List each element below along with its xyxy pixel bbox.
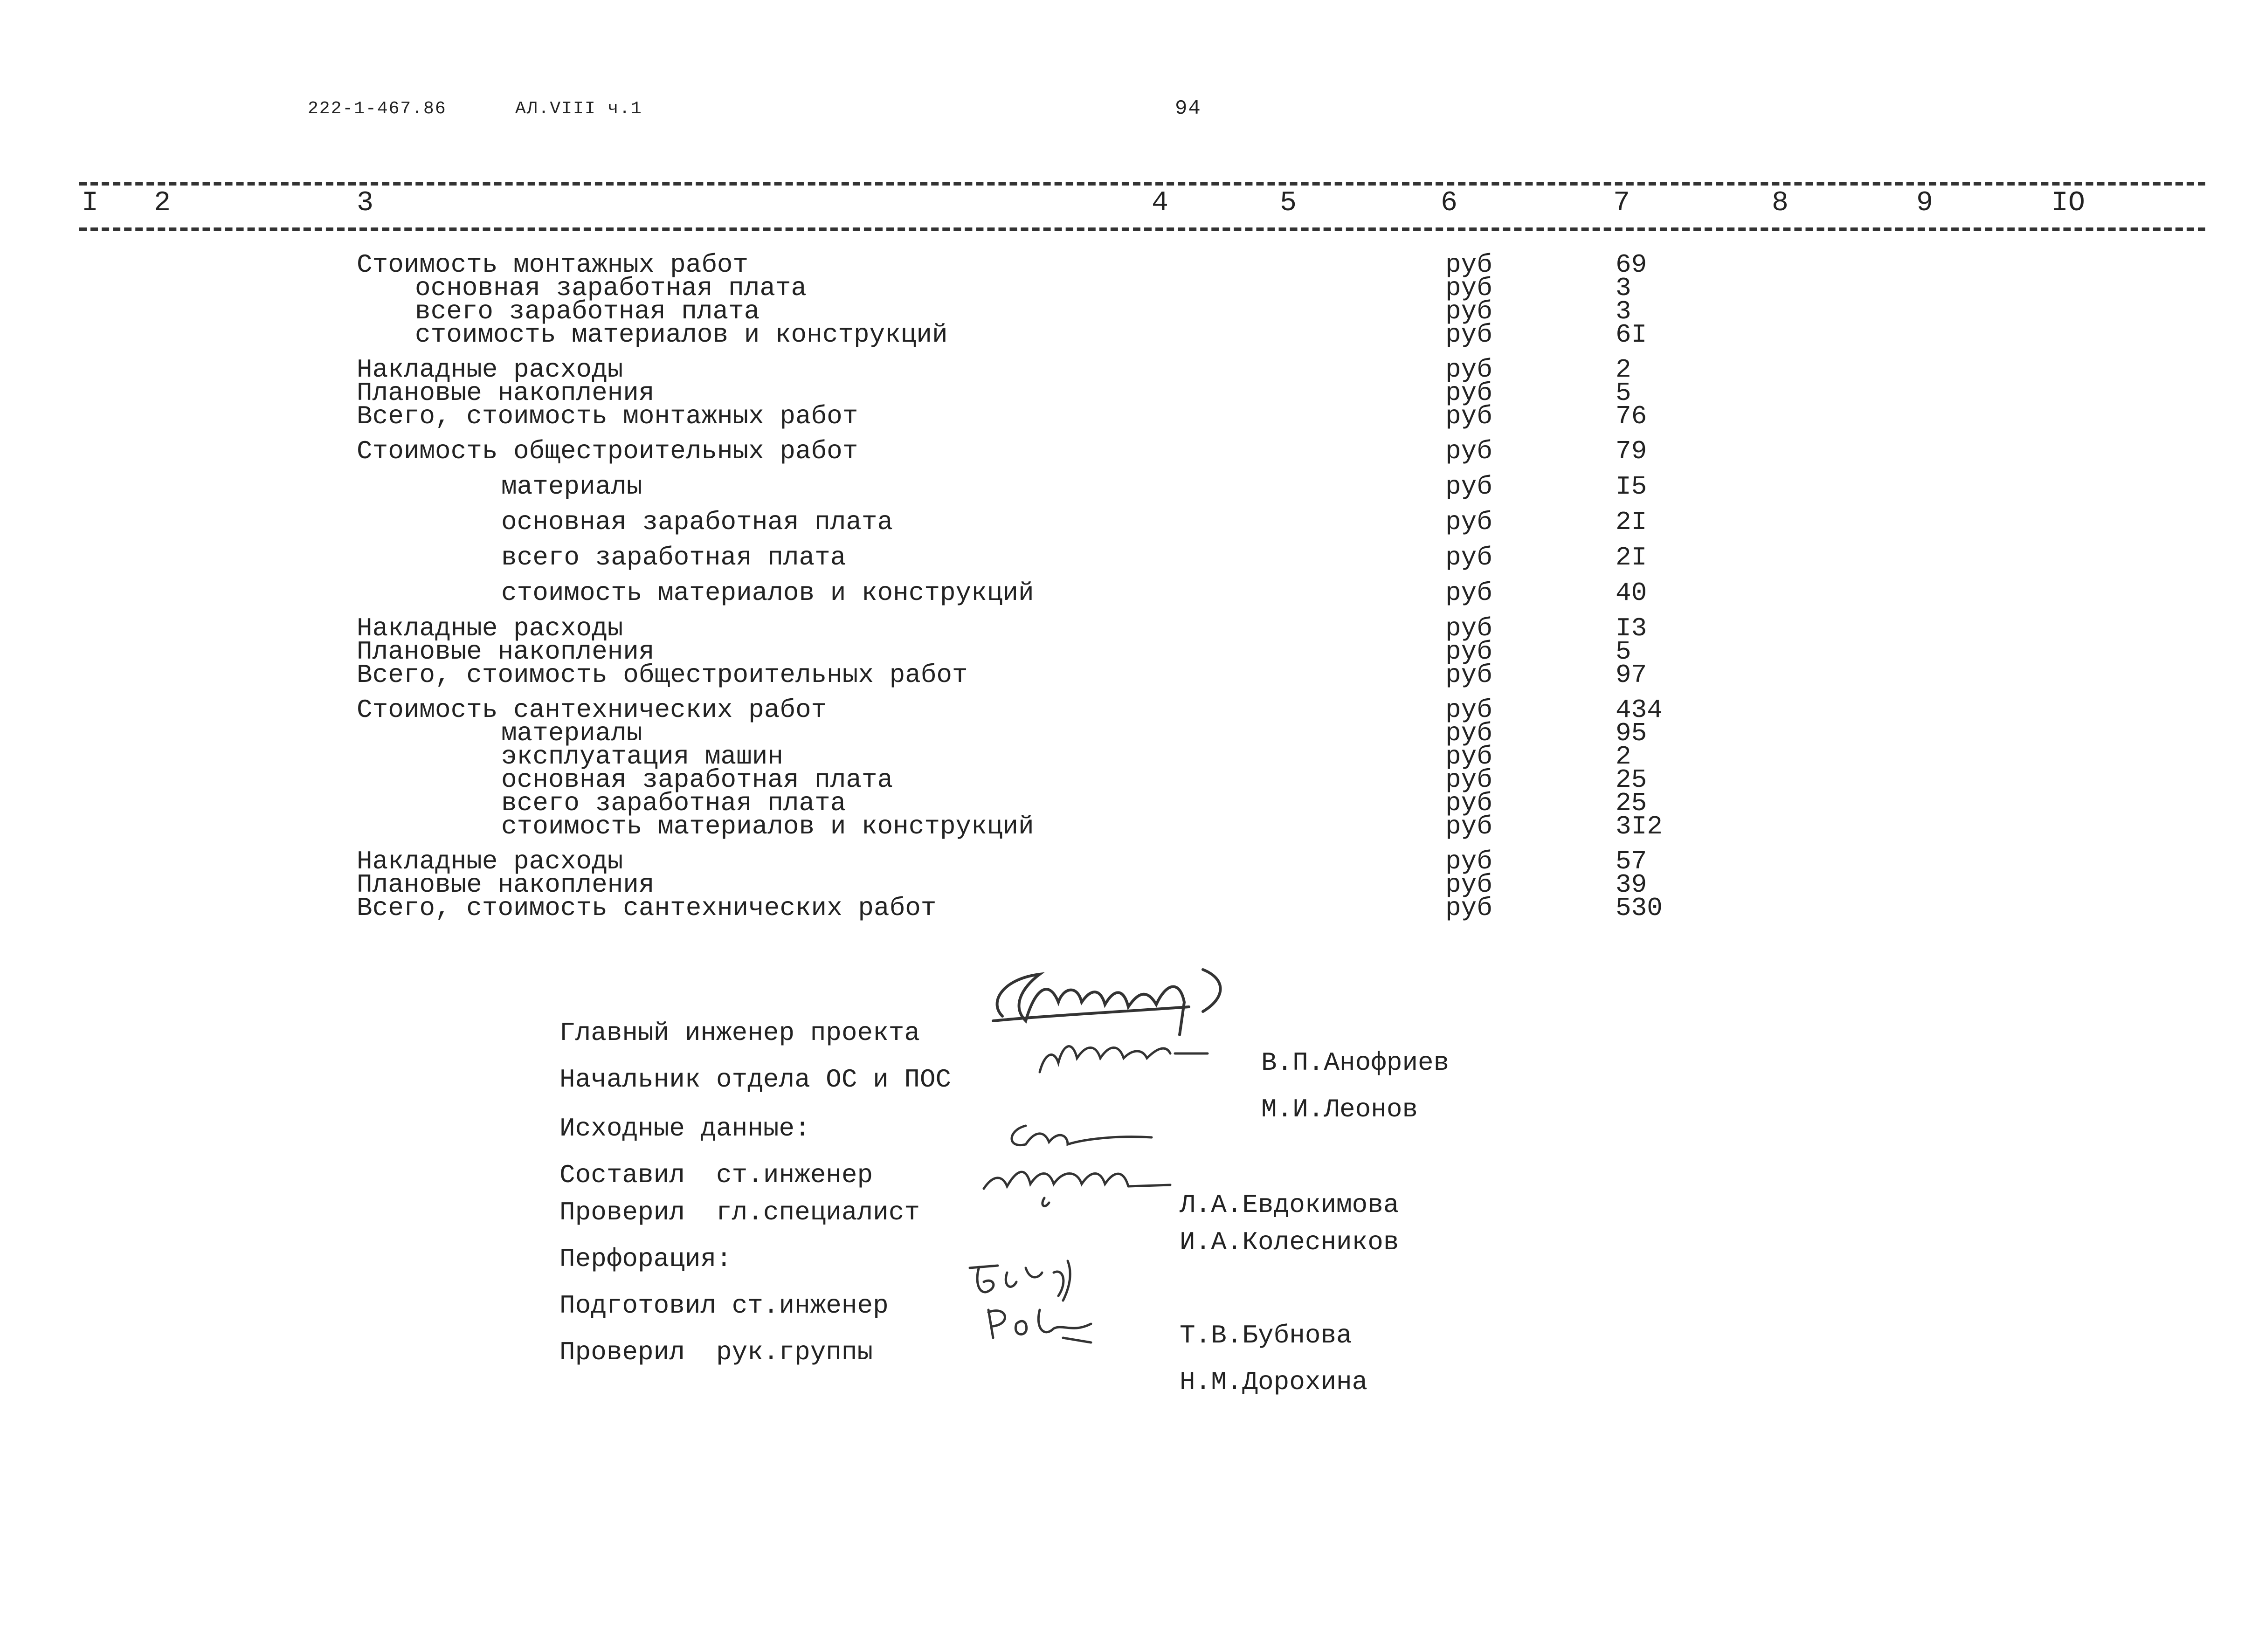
row-value: 25 [1616, 765, 1647, 795]
column-header-3: 3 [357, 187, 374, 219]
row-unit: руб [1445, 273, 1492, 303]
row-value: 530 [1616, 893, 1663, 923]
row-value: I5 [1616, 472, 1647, 502]
signature-person: Л.А.Евдокимова [1180, 1190, 1399, 1220]
table-row [0, 380, 2258, 406]
signature-role: Начальник отдела ОС и ПОС [559, 1065, 952, 1094]
handwritten-signature-bubnova [960, 1254, 1100, 1308]
row-unit: руб [1445, 401, 1492, 431]
row-unit: руб [1445, 436, 1492, 466]
row-value: 95 [1616, 718, 1647, 748]
row-unit: руб [1445, 718, 1492, 748]
row-unit: руб [1445, 870, 1492, 900]
row-unit: руб [1445, 765, 1492, 795]
table-row [0, 872, 2258, 898]
table-row [0, 662, 2258, 688]
column-header-9: 9 [1916, 187, 1933, 219]
signature-role: Главный инженер проекта [559, 1018, 920, 1048]
table-row [0, 767, 2258, 793]
table-row [0, 813, 2258, 840]
signature-person: Т.В.Бубнова [1180, 1321, 1352, 1350]
row-name: стоимость материалов и конструкций [501, 578, 1034, 608]
signature-person: В.П.Анофриев [1261, 1048, 1450, 1078]
row-name: всего заработная плата [501, 788, 846, 818]
table-row [0, 322, 2258, 348]
signature-role: Исходные данные: [559, 1114, 810, 1143]
row-unit: руб [1445, 296, 1492, 326]
row-unit: руб [1445, 847, 1492, 876]
row-value: 434 [1616, 695, 1663, 725]
table-row [0, 790, 2258, 816]
table-row [0, 895, 2258, 921]
row-unit: руб [1445, 250, 1492, 280]
row-value: 5 [1616, 378, 1631, 408]
row-name: Всего, стоимость общестроительных работ [357, 660, 968, 690]
table-row [0, 252, 2258, 278]
table-row [0, 720, 2258, 746]
column-header-7: 7 [1613, 187, 1630, 219]
row-name: Накладные расходы [357, 847, 623, 876]
row-name: Накладные расходы [357, 355, 623, 385]
signature-person: М.И.Леонов [1261, 1094, 1418, 1124]
table-row [0, 403, 2258, 429]
row-unit: руб [1445, 578, 1492, 608]
table-row [0, 743, 2258, 770]
column-header-8: 8 [1772, 187, 1789, 219]
table-row [0, 509, 2258, 535]
row-unit: руб [1445, 543, 1492, 572]
column-header-6: 6 [1441, 187, 1458, 219]
table-row [0, 275, 2258, 301]
table-row [0, 298, 2258, 324]
column-header-10: IO [2051, 187, 2085, 219]
row-name: Стоимость монтажных работ [357, 250, 749, 280]
row-value: 97 [1616, 660, 1647, 690]
column-header-4: 4 [1152, 187, 1169, 219]
row-unit: руб [1445, 893, 1492, 923]
row-value: 76 [1616, 401, 1647, 431]
document-code: 222-1-467.86 [308, 99, 447, 119]
table-row [0, 639, 2258, 665]
page-number: 94 [1175, 97, 1202, 120]
row-name: основная заработная плата [501, 765, 893, 795]
row-unit: руб [1445, 378, 1492, 408]
row-name: Стоимость сантехнических работ [357, 695, 827, 725]
row-name: стоимость материалов и конструкций [415, 320, 948, 350]
row-name: Всего, стоимость монтажных работ [357, 401, 858, 431]
row-value: 2I [1616, 507, 1647, 537]
row-name: Всего, стоимость сантехнических работ [357, 893, 937, 923]
row-name: всего заработная плата [501, 543, 846, 572]
table-row [0, 848, 2258, 874]
signature-person: Н.М.Дорохина [1180, 1367, 1368, 1397]
row-name: Плановые накопления [357, 378, 655, 408]
row-value: 6I [1616, 320, 1647, 350]
signature-role: Подготовил ст.инженер [559, 1291, 889, 1321]
row-value: 5 [1616, 637, 1631, 667]
signature-role: Проверил рук.группы [559, 1337, 873, 1367]
table-row [0, 580, 2258, 606]
row-unit: руб [1445, 660, 1492, 690]
table-row [0, 697, 2258, 723]
row-unit: руб [1445, 695, 1492, 725]
row-name: материалы [501, 718, 642, 748]
column-header-1: I [82, 187, 99, 219]
row-name: стоимость материалов и конструкций [501, 812, 1034, 841]
table-row [0, 438, 2258, 464]
signature-role: Составил ст.инженер [559, 1160, 873, 1190]
row-unit: руб [1445, 637, 1492, 667]
row-name: материалы [501, 472, 642, 502]
row-name: Плановые накопления [357, 870, 655, 900]
row-name: основная заработная плата [415, 273, 807, 303]
row-value: 2 [1616, 742, 1631, 771]
header-rule-bottom [79, 227, 2205, 231]
row-name: всего заработная плата [415, 296, 760, 326]
handwritten-signature-leonov [1030, 1026, 1217, 1084]
table-row [0, 474, 2258, 500]
row-value: 79 [1616, 436, 1647, 466]
row-name: Накладные расходы [357, 613, 623, 643]
table-row [0, 544, 2258, 571]
table-row [0, 357, 2258, 383]
column-header-2: 2 [154, 187, 171, 219]
row-value: 69 [1616, 250, 1647, 280]
row-unit: руб [1445, 742, 1492, 771]
row-value: 40 [1616, 578, 1647, 608]
handwritten-signature-dorokhina [979, 1301, 1100, 1354]
column-header-5: 5 [1280, 187, 1297, 219]
signature-person: И.А.Колесников [1180, 1227, 1399, 1257]
row-value: 2I [1616, 543, 1647, 572]
row-unit: руб [1445, 788, 1492, 818]
row-name: Стоимость общестроительных работ [357, 436, 858, 466]
row-value: 2 [1616, 355, 1631, 385]
row-unit: руб [1445, 355, 1492, 385]
handwritten-signature-kolesnikov [974, 1151, 1175, 1214]
signature-role: Перфорация: [559, 1244, 732, 1274]
row-value: 39 [1616, 870, 1647, 900]
row-name: эксплуатация машин [501, 742, 783, 771]
row-value: 3 [1616, 273, 1631, 303]
row-name: Плановые накопления [357, 637, 655, 667]
table-row [0, 615, 2258, 641]
row-value: I3 [1616, 613, 1647, 643]
row-value: 57 [1616, 847, 1647, 876]
row-unit: руб [1445, 507, 1492, 537]
row-name: основная заработная плата [501, 507, 893, 537]
row-unit: руб [1445, 320, 1492, 350]
row-value: 25 [1616, 788, 1647, 818]
row-unit: руб [1445, 613, 1492, 643]
row-value: 3I2 [1616, 812, 1663, 841]
row-value: 3 [1616, 296, 1631, 326]
album-reference: АЛ.VIII ч.1 [515, 99, 642, 119]
header-rule-top [79, 182, 2205, 186]
row-unit: руб [1445, 812, 1492, 841]
row-unit: руб [1445, 472, 1492, 502]
signature-role: Проверил гл.специалист [559, 1198, 920, 1227]
